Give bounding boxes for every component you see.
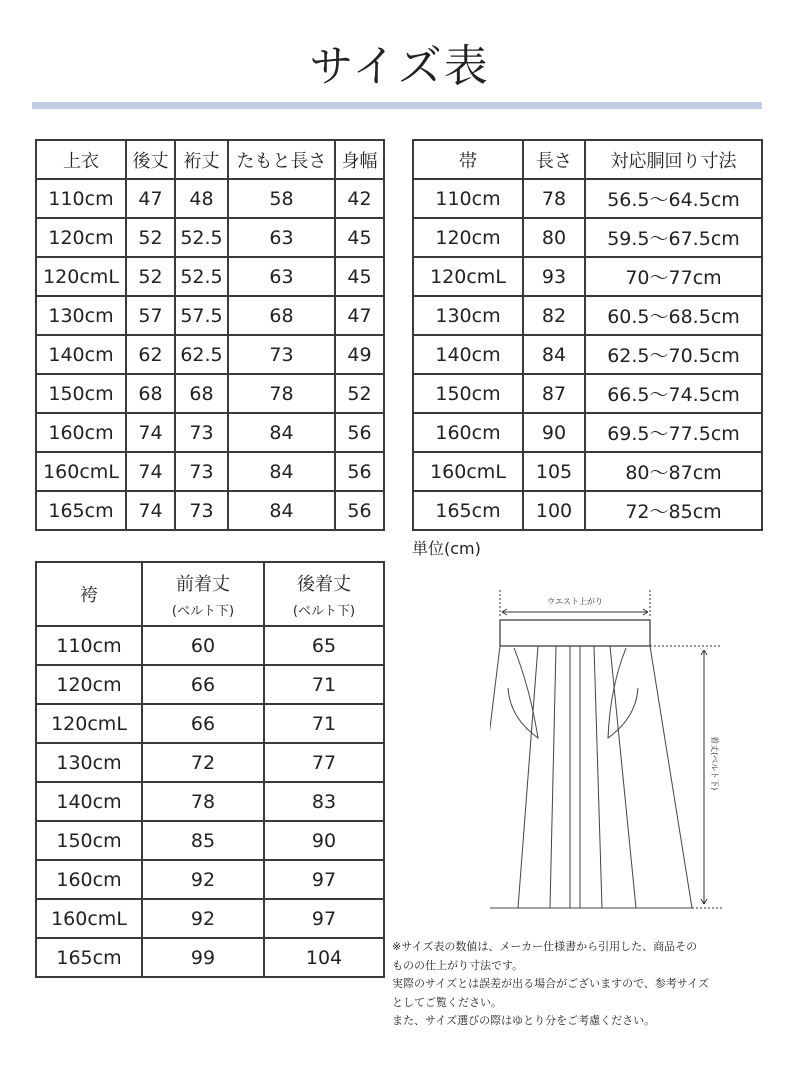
value-cell: 68 [126, 374, 175, 413]
table-row [36, 626, 384, 665]
table-row [413, 374, 762, 413]
value-cell: 74 [126, 413, 175, 452]
value-cell: 56.5〜64.5cm [585, 179, 762, 218]
size-cell: 110cm [36, 179, 126, 218]
value-cell: 56 [335, 491, 384, 530]
table-row [36, 899, 384, 938]
table-row [36, 938, 384, 977]
notes [392, 938, 792, 1031]
table-row [36, 821, 384, 860]
header-row [413, 140, 762, 179]
column-header: たもと長さ [228, 140, 335, 179]
table-row [413, 335, 762, 374]
column-header [36, 562, 142, 626]
column-header-main: 後着丈 [297, 573, 351, 595]
size-cell: 120cmL [36, 257, 126, 296]
table-row [36, 296, 384, 335]
value-cell: 52 [126, 218, 175, 257]
value-cell: 73 [175, 413, 228, 452]
value-cell: 66 [142, 704, 264, 743]
size-cell: 160cmL [413, 452, 523, 491]
column-header [264, 562, 384, 626]
value-cell: 80〜87cm [585, 452, 762, 491]
title-underline [32, 102, 762, 109]
value-cell: 74 [126, 491, 175, 530]
size-cell: 140cm [36, 335, 126, 374]
value-cell: 49 [335, 335, 384, 374]
column-header-sub: (ベルト下) [292, 603, 356, 619]
hakama-waistband [500, 620, 650, 646]
value-cell: 78 [142, 782, 264, 821]
size-cell: 140cm [36, 782, 142, 821]
value-cell: 66 [142, 665, 264, 704]
value-cell: 97 [264, 899, 384, 938]
column-header-sub: (ベルト下) [171, 603, 235, 619]
value-cell: 70〜77cm [585, 257, 762, 296]
size-cell: 150cm [36, 821, 142, 860]
table-row [36, 704, 384, 743]
hakama-size-table [35, 561, 385, 978]
size-cell: 110cm [413, 179, 523, 218]
value-cell: 73 [228, 335, 335, 374]
value-cell: 47 [335, 296, 384, 335]
value-cell: 82 [523, 296, 585, 335]
size-cell: 165cm [413, 491, 523, 530]
size-cell: 150cm [413, 374, 523, 413]
value-cell: 71 [264, 704, 384, 743]
size-cell: 120cmL [413, 257, 523, 296]
value-cell: 90 [264, 821, 384, 860]
table-row [413, 218, 762, 257]
waist-label: ウエスト上がり [547, 597, 603, 606]
value-cell: 85 [142, 821, 264, 860]
length-label: 着丈(ベルト下) [710, 736, 719, 791]
value-cell: 92 [142, 899, 264, 938]
column-header: 身幅 [335, 140, 384, 179]
size-cell: 120cm [413, 218, 523, 257]
value-cell: 56 [335, 413, 384, 452]
size-cell: 120cm [36, 218, 126, 257]
unit-label: 単位(cm) [412, 539, 481, 558]
table-row [36, 860, 384, 899]
value-cell: 68 [228, 296, 335, 335]
size-cell: 165cm [36, 491, 126, 530]
value-cell: 72 [142, 743, 264, 782]
table-row [36, 335, 384, 374]
table-row [36, 743, 384, 782]
table-row [36, 374, 384, 413]
column-header [142, 562, 264, 626]
value-cell: 62 [126, 335, 175, 374]
value-cell: 100 [523, 491, 585, 530]
value-cell: 56 [335, 452, 384, 491]
size-cell: 130cm [36, 296, 126, 335]
size-cell: 130cm [413, 296, 523, 335]
table-row [36, 218, 384, 257]
value-cell: 77 [264, 743, 384, 782]
column-header-main: 袴 [80, 585, 98, 606]
obi-size-table [412, 139, 763, 531]
value-cell: 84 [523, 335, 585, 374]
size-cell: 130cm [36, 743, 142, 782]
value-cell: 52.5 [175, 257, 228, 296]
value-cell: 97 [264, 860, 384, 899]
value-cell: 58 [228, 179, 335, 218]
value-cell: 73 [175, 452, 228, 491]
value-cell: 57 [126, 296, 175, 335]
note-line: ものの仕上がり寸法です。 [392, 958, 524, 972]
value-cell: 60.5〜68.5cm [585, 296, 762, 335]
value-cell: 65 [264, 626, 384, 665]
table-row [413, 413, 762, 452]
value-cell: 72〜85cm [585, 491, 762, 530]
value-cell: 59.5〜67.5cm [585, 218, 762, 257]
value-cell: 104 [264, 938, 384, 977]
size-cell: 160cmL [36, 452, 126, 491]
table-row [36, 665, 384, 704]
size-cell: 160cm [36, 860, 142, 899]
value-cell: 48 [175, 179, 228, 218]
size-cell: 165cm [36, 938, 142, 977]
page-title: サイズ表 [309, 41, 490, 92]
note-line: ※サイズ表の数値は、メーカー仕様書から引用した、商品その [392, 940, 698, 953]
hakama-diagram [490, 578, 730, 918]
value-cell: 63 [228, 218, 335, 257]
table-row [413, 257, 762, 296]
value-cell: 63 [228, 257, 335, 296]
value-cell: 66.5〜74.5cm [585, 374, 762, 413]
value-cell: 80 [523, 218, 585, 257]
value-cell: 105 [523, 452, 585, 491]
value-cell: 84 [228, 413, 335, 452]
table-row [36, 782, 384, 821]
table-row [413, 491, 762, 530]
column-header: 対応胴回り寸法 [585, 140, 762, 179]
value-cell: 74 [126, 452, 175, 491]
size-cell: 110cm [36, 626, 142, 665]
value-cell: 83 [264, 782, 384, 821]
size-cell: 150cm [36, 374, 126, 413]
value-cell: 78 [228, 374, 335, 413]
table-row [413, 452, 762, 491]
hakama-body [490, 646, 692, 908]
value-cell: 87 [523, 374, 585, 413]
size-cell: 160cm [413, 413, 523, 452]
value-cell: 47 [126, 179, 175, 218]
table-row [36, 179, 384, 218]
value-cell: 69.5〜77.5cm [585, 413, 762, 452]
size-cell: 160cm [36, 413, 126, 452]
value-cell: 52 [126, 257, 175, 296]
note-line: また、サイズ選びの際はゆとり分をご考慮ください。 [392, 1014, 656, 1027]
table-row [36, 257, 384, 296]
column-header: 長さ [523, 140, 585, 179]
column-header: 裄丈 [175, 140, 228, 179]
value-cell: 71 [264, 665, 384, 704]
value-cell: 52 [335, 374, 384, 413]
value-cell: 84 [228, 452, 335, 491]
value-cell: 42 [335, 179, 384, 218]
size-cell: 120cm [36, 665, 142, 704]
value-cell: 93 [523, 257, 585, 296]
value-cell: 45 [335, 257, 384, 296]
value-cell: 73 [175, 491, 228, 530]
table-row [36, 413, 384, 452]
column-header: 後丈 [126, 140, 175, 179]
size-cell: 160cmL [36, 899, 142, 938]
value-cell: 99 [142, 938, 264, 977]
table-row [413, 296, 762, 335]
value-cell: 68 [175, 374, 228, 413]
note-line: としてご覧ください。 [392, 995, 502, 1009]
table-row [413, 179, 762, 218]
value-cell: 45 [335, 218, 384, 257]
table-row [36, 491, 384, 530]
column-header: 帯 [413, 140, 523, 179]
header-row [36, 562, 384, 626]
note-line: 実際のサイズとは誤差が出る場合がございますので、参考サイズ [392, 977, 710, 990]
value-cell: 52.5 [175, 218, 228, 257]
value-cell: 60 [142, 626, 264, 665]
size-cell: 120cmL [36, 704, 142, 743]
size-cell: 140cm [413, 335, 523, 374]
table-row [36, 452, 384, 491]
value-cell: 78 [523, 179, 585, 218]
value-cell: 62.5〜70.5cm [585, 335, 762, 374]
value-cell: 92 [142, 860, 264, 899]
header-row [36, 140, 384, 179]
value-cell: 62.5 [175, 335, 228, 374]
value-cell: 84 [228, 491, 335, 530]
top-size-table [35, 139, 385, 531]
value-cell: 90 [523, 413, 585, 452]
column-header-main: 前着丈 [176, 573, 230, 595]
value-cell: 57.5 [175, 296, 228, 335]
column-header: 上衣 [36, 140, 126, 179]
